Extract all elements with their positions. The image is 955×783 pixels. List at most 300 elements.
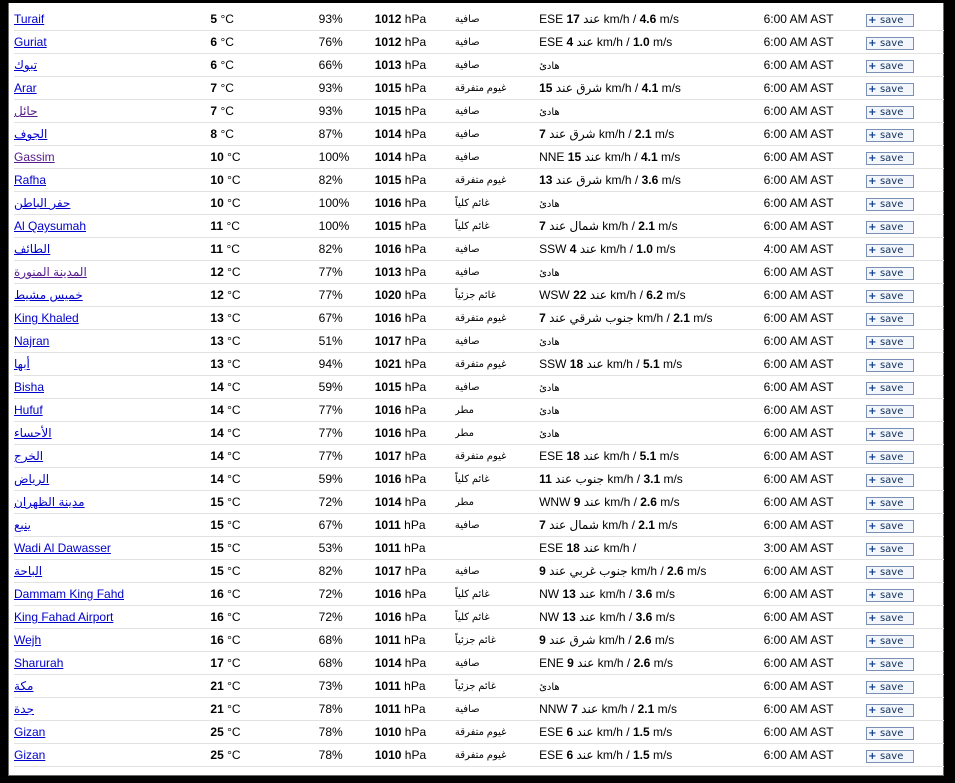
table-row [14, 100, 944, 123]
save-button[interactable] [866, 635, 914, 648]
wind-units: km/h / [598, 127, 632, 141]
city-link[interactable]: Hufuf [14, 403, 43, 417]
pressure-value: 1011 [374, 541, 401, 555]
temperature-value: 14 [210, 380, 224, 394]
humidity-value: 72 [318, 587, 332, 601]
pressure-unit: hPa [404, 610, 427, 624]
city-link[interactable]: المدينة المنورة [14, 265, 87, 279]
wind-direction: SSW [539, 242, 567, 256]
wind-ms-unit: m/s [655, 610, 675, 624]
wind-units: km/h / [610, 288, 643, 302]
wind-ms-unit: m/s [652, 725, 673, 739]
city-link[interactable]: King Fahad Airport [14, 610, 114, 624]
save-cell [866, 514, 944, 537]
wind-separator: عند [583, 449, 601, 463]
wind-ms-unit: m/s [693, 311, 713, 325]
wind-ms-unit: m/s [655, 587, 675, 601]
humidity-cell [319, 77, 375, 100]
table-row [14, 629, 944, 652]
plus-icon: + [868, 566, 877, 578]
save-button[interactable] [866, 290, 914, 303]
wind-ms-unit: m/s [662, 357, 683, 371]
save-button[interactable] [866, 83, 914, 96]
city-link[interactable]: Dammam King Fahd [14, 587, 125, 601]
observation-time-cell [764, 652, 866, 675]
humidity-unit: % [332, 288, 343, 302]
pressure-unit: hPa [404, 656, 427, 670]
pressure-value: 1012 [374, 12, 402, 26]
temperature-value: 16 [210, 610, 224, 624]
city-link[interactable]: Gassim [14, 150, 55, 164]
temperature-value: 13 [210, 357, 224, 371]
save-cell [866, 215, 944, 238]
city-link[interactable]: ينبع [14, 518, 31, 532]
wind-ms-unit: m/s [663, 472, 683, 486]
observation-time: 6:00 AM AST [763, 81, 834, 95]
save-button[interactable] [866, 313, 914, 326]
humidity-value: 76 [318, 35, 332, 49]
pressure-value: 1015 [374, 81, 402, 95]
city-cell [14, 284, 210, 307]
temperature-value: 15 [210, 518, 224, 532]
observation-time: 4:00 AM AST [763, 242, 834, 256]
temperature-value: 14 [210, 403, 224, 417]
wind-cell [539, 31, 763, 54]
save-cell [866, 629, 944, 652]
conditions-cell [455, 652, 539, 675]
humidity-cell [319, 376, 375, 399]
humidity-value: 94 [318, 357, 332, 371]
city-cell [14, 261, 210, 284]
table-row [14, 445, 944, 468]
city-link[interactable]: حائل [14, 104, 38, 118]
conditions-cell [455, 560, 539, 583]
humidity-cell [319, 491, 375, 514]
humidity-unit: % [338, 196, 350, 210]
conditions-text: صافية [454, 105, 480, 117]
save-label: save [879, 198, 904, 210]
wind-units: km/h / [596, 725, 630, 739]
observation-time: 6:00 AM AST [763, 357, 834, 371]
save-button[interactable] [866, 244, 914, 257]
wind-cell [539, 698, 763, 721]
wind-units: km/h / [597, 656, 631, 670]
save-cell [866, 376, 944, 399]
wind-speed-ms: 4.6 [639, 12, 657, 26]
pressure-cell [375, 330, 455, 353]
observation-time: 6:00 AM AST [763, 725, 834, 739]
pressure-unit: hPa [404, 748, 427, 762]
observation-time-cell [764, 123, 866, 146]
save-cell [866, 399, 944, 422]
temperature-value: 15 [210, 541, 224, 555]
save-label: save [879, 750, 904, 762]
conditions-cell [455, 307, 539, 330]
pressure-unit: hPa [404, 472, 427, 486]
pressure-cell [375, 192, 455, 215]
observation-time-cell [764, 146, 866, 169]
save-button[interactable] [866, 152, 914, 165]
save-button[interactable] [866, 359, 914, 372]
save-label: save [879, 221, 904, 233]
save-button[interactable] [866, 727, 914, 740]
wind-speed-ms: 2.1 [637, 702, 655, 716]
save-button[interactable] [866, 336, 914, 349]
temperature-unit: °C [227, 495, 241, 509]
wind-ms-unit: m/s [658, 219, 678, 233]
humidity-value: 77 [318, 449, 332, 463]
city-link[interactable]: Gizan [14, 748, 46, 762]
conditions-cell [455, 330, 539, 353]
save-button[interactable] [866, 14, 914, 27]
table-row [14, 652, 944, 675]
wind-speed-ms: 3.6 [641, 173, 659, 187]
plus-icon: + [868, 106, 877, 118]
pressure-unit: hPa [404, 541, 426, 555]
temperature-cell [210, 675, 318, 698]
wind-separator: عند [579, 242, 597, 256]
save-label: save [879, 612, 904, 624]
conditions-text: غيوم متفرقة [454, 174, 507, 186]
wind-direction: شمال عند [549, 518, 599, 532]
city-link[interactable]: أبها [14, 357, 30, 371]
city-link[interactable]: الباحة [14, 564, 43, 578]
wind-speed-kmh: 18 [566, 541, 580, 555]
humidity-unit: % [332, 311, 343, 325]
humidity-cell [319, 307, 375, 330]
save-button[interactable] [866, 129, 914, 142]
humidity-unit: % [332, 610, 343, 624]
wind-cell [539, 629, 763, 652]
wind-units: km/h / [604, 495, 637, 509]
city-link[interactable]: Guriat [14, 35, 47, 49]
humidity-cell [319, 629, 375, 652]
humidity-value: 93 [318, 104, 332, 118]
observation-time-cell [764, 514, 866, 537]
humidity-value: 51 [318, 334, 332, 348]
city-cell [14, 675, 210, 698]
plus-icon: + [868, 244, 877, 256]
wind-direction: شرق عند [549, 633, 596, 647]
wind-cell [539, 537, 763, 560]
city-link[interactable]: الطائف [14, 242, 51, 256]
save-button[interactable] [866, 175, 914, 188]
conditions-cell [455, 606, 539, 629]
wind-separator: عند [579, 610, 597, 624]
observation-time-cell [764, 560, 866, 583]
temperature-unit: °C [227, 150, 241, 164]
temperature-cell [210, 123, 318, 146]
wind-speed-kmh: 6 [566, 725, 574, 739]
pressure-unit: hPa [404, 196, 427, 210]
save-button[interactable] [866, 589, 914, 602]
temperature-value: 25 [210, 748, 224, 762]
observation-time-cell [764, 54, 866, 77]
wind-units: km/h / [603, 12, 637, 26]
observation-time: 6:00 AM AST [763, 702, 834, 716]
temperature-cell [210, 399, 318, 422]
temperature-cell [210, 330, 318, 353]
save-label: save [879, 37, 904, 49]
wind-speed-kmh: 9 [539, 564, 546, 578]
conditions-text: صافية [454, 243, 480, 255]
wind-units: km/h / [602, 219, 635, 233]
wind-speed-kmh: 17 [566, 12, 580, 26]
wind-cell [539, 146, 763, 169]
wind-speed-kmh: 7 [539, 127, 546, 141]
observation-time-cell [764, 330, 866, 353]
pressure-cell [375, 583, 455, 606]
temperature-cell [210, 721, 318, 744]
table-row [14, 330, 944, 353]
wind-separator: هادئ [539, 337, 560, 348]
save-button[interactable] [866, 267, 914, 280]
table-row [14, 31, 944, 54]
table-row [14, 215, 944, 238]
temperature-value: 25 [210, 725, 224, 739]
save-button[interactable] [866, 221, 914, 234]
pressure-unit: hPa [404, 633, 426, 647]
save-cell [866, 675, 944, 698]
wind-direction: WSW [539, 288, 570, 302]
conditions-text: صافية [454, 128, 480, 140]
wind-speed-ms: 3.1 [643, 472, 661, 486]
save-button[interactable] [866, 428, 914, 441]
city-link[interactable]: Najran [14, 334, 50, 348]
city-link[interactable]: Bisha [14, 380, 45, 394]
save-button[interactable] [866, 543, 914, 556]
save-button[interactable] [866, 106, 914, 119]
conditions-cell [455, 583, 539, 606]
pressure-value: 1013 [374, 265, 402, 279]
conditions-text: غيوم متفرقة [454, 312, 507, 324]
save-cell [866, 54, 944, 77]
city-link[interactable]: الرياض [14, 472, 50, 486]
observation-time-cell [764, 215, 866, 238]
save-label: save [879, 244, 904, 256]
temperature-unit: °C [227, 610, 241, 624]
humidity-cell [319, 698, 375, 721]
observation-time-cell [764, 698, 866, 721]
conditions-cell [455, 31, 539, 54]
observation-time-cell [764, 744, 866, 767]
wind-speed-ms: 1.0 [636, 242, 653, 256]
wind-separator: هادئ [539, 429, 560, 440]
temperature-unit: °C [227, 311, 241, 325]
wind-speed-kmh: 18 [569, 357, 584, 371]
save-label: save [879, 543, 904, 555]
save-label: save [879, 267, 904, 279]
observation-time-cell [764, 468, 866, 491]
conditions-text: صافية [454, 657, 480, 669]
pressure-unit: hPa [404, 357, 427, 371]
save-cell [866, 422, 944, 445]
humidity-value: 68 [318, 633, 332, 647]
plus-icon: + [868, 198, 877, 210]
temperature-unit: °C [220, 127, 234, 141]
wind-separator: عند [589, 288, 607, 302]
save-cell [866, 652, 944, 675]
plus-icon: + [868, 313, 877, 325]
humidity-cell [319, 192, 375, 215]
pressure-unit: hPa [404, 81, 427, 95]
city-link[interactable]: Wejh [14, 633, 42, 647]
save-button[interactable] [866, 497, 914, 510]
conditions-text: صافية [454, 519, 480, 531]
city-link[interactable]: الجوف [14, 127, 48, 141]
wind-speed-ms: 1.0 [632, 35, 650, 49]
city-link[interactable]: Sharurah [14, 656, 64, 670]
save-button[interactable] [866, 566, 914, 579]
wind-cell [539, 123, 763, 146]
save-cell [866, 445, 944, 468]
wind-units: km/h / [606, 357, 640, 371]
city-link[interactable]: Arar [14, 81, 37, 95]
temperature-value: 10 [210, 150, 224, 164]
conditions-cell [455, 261, 539, 284]
wind-speed-ms: 6.2 [646, 288, 663, 302]
city-link[interactable]: جدة [14, 702, 35, 716]
table-row [14, 353, 944, 376]
save-button[interactable] [866, 451, 914, 464]
save-button[interactable] [866, 681, 914, 694]
weather-table-body [14, 8, 944, 767]
pressure-unit: hPa [404, 104, 427, 118]
observation-time-cell [764, 8, 866, 31]
observation-time-cell [764, 261, 866, 284]
temperature-unit: °C [227, 472, 241, 486]
wind-speed-ms: 2.1 [638, 219, 655, 233]
observation-time: 6:00 AM AST [763, 587, 834, 601]
wind-cell [539, 54, 763, 77]
pressure-cell [375, 123, 455, 146]
observation-time: 6:00 AM AST [763, 403, 834, 417]
save-button[interactable] [866, 612, 914, 625]
city-link[interactable]: Gizan [14, 725, 46, 739]
wind-separator: هادئ [539, 383, 560, 394]
table-row [14, 560, 944, 583]
city-link[interactable]: King Khaled [14, 311, 79, 325]
conditions-text: مطر [454, 496, 474, 508]
humidity-unit: % [338, 219, 350, 233]
wind-direction: ENE [539, 656, 564, 670]
save-button[interactable] [866, 60, 914, 73]
save-button[interactable] [866, 382, 914, 395]
save-button[interactable] [866, 198, 914, 211]
wind-ms-unit: m/s [657, 702, 677, 716]
city-link[interactable]: Wadi Al Dawasser [14, 541, 111, 555]
save-button[interactable] [866, 658, 914, 671]
wind-cell [539, 445, 763, 468]
pressure-value: 1016 [374, 196, 402, 210]
plus-icon: + [868, 428, 877, 440]
pressure-cell [375, 169, 455, 192]
wind-speed-kmh: 7 [539, 518, 546, 532]
save-label: save [879, 704, 904, 716]
city-link[interactable]: الخرج [14, 449, 44, 463]
humidity-value: 78 [318, 748, 332, 762]
save-button[interactable] [866, 37, 914, 50]
wind-cell [539, 560, 763, 583]
city-link[interactable]: تبوك [14, 58, 38, 72]
city-cell [14, 560, 210, 583]
save-label: save [879, 14, 904, 26]
wind-speed-kmh: 11 [539, 472, 552, 486]
plus-icon: + [868, 635, 877, 647]
city-cell [14, 629, 210, 652]
save-button[interactable] [866, 704, 914, 717]
city-link[interactable]: Turaif [14, 12, 45, 26]
conditions-text: صافية [454, 59, 480, 71]
city-cell [14, 146, 210, 169]
temperature-unit: °C [227, 173, 241, 187]
city-link[interactable]: مدينة الظهران [14, 495, 85, 509]
city-link[interactable]: Al Qaysumah [14, 219, 87, 233]
temperature-value: 16 [210, 587, 224, 601]
save-label: save [879, 175, 904, 187]
wind-direction: ESE [539, 449, 564, 463]
wind-direction: ESE [539, 748, 564, 762]
table-row [14, 491, 944, 514]
save-label: save [879, 727, 904, 739]
table-row [14, 238, 944, 261]
pressure-unit: hPa [404, 173, 427, 187]
save-button[interactable] [866, 405, 914, 418]
conditions-cell [455, 537, 539, 560]
wind-units: km/h / [602, 518, 635, 532]
observation-time: 6:00 AM AST [763, 265, 834, 279]
save-label: save [879, 497, 904, 509]
city-link[interactable]: Rafha [14, 173, 47, 187]
conditions-cell [455, 422, 539, 445]
city-cell [14, 100, 210, 123]
save-label: save [879, 129, 904, 141]
wind-cell [539, 606, 763, 629]
city-link[interactable]: الأحساء [14, 426, 52, 440]
temperature-cell [210, 353, 318, 376]
table-row [14, 698, 944, 721]
table-row [14, 77, 944, 100]
save-label: save [879, 566, 904, 578]
conditions-text: مطر [454, 404, 474, 416]
humidity-unit: % [332, 472, 343, 486]
conditions-text: غائم كلياً [454, 611, 490, 623]
conditions-text: غيوم متفرقة [454, 749, 507, 761]
humidity-cell [319, 123, 375, 146]
wind-ms-unit: m/s [653, 656, 673, 670]
save-button[interactable] [866, 520, 914, 533]
save-label: save [879, 451, 904, 463]
pressure-value: 1016 [374, 587, 402, 601]
temperature-unit: °C [227, 403, 241, 417]
save-button[interactable] [866, 750, 914, 763]
city-link[interactable]: مكة [14, 679, 34, 693]
wind-speed-ms: 5.1 [639, 449, 657, 463]
city-link[interactable]: حفر الباطن [14, 196, 71, 210]
wind-direction: شمال عند [549, 219, 599, 233]
city-cell [14, 192, 210, 215]
temperature-value: 17 [210, 656, 224, 670]
wind-direction: NNE [539, 150, 565, 164]
observation-time: 6:00 AM AST [763, 12, 834, 26]
save-button[interactable] [866, 474, 914, 487]
city-cell [14, 744, 210, 767]
temperature-value: 8 [210, 127, 218, 141]
observation-time-cell [764, 721, 866, 744]
city-link[interactable]: خميس مشيط [14, 288, 83, 302]
pressure-value: 1015 [374, 380, 402, 394]
save-label: save [879, 60, 904, 72]
